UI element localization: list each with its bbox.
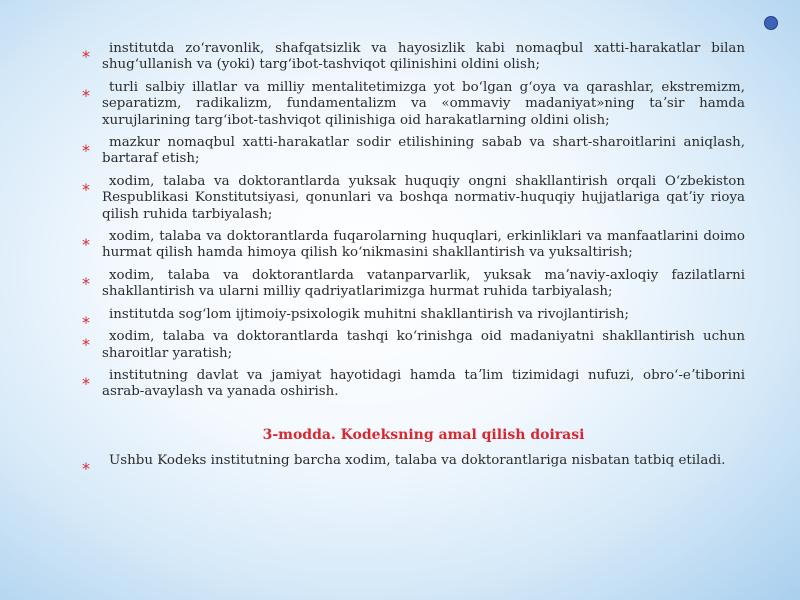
bullet-text: xodim, talaba va doktorantlarda tashqi koʻrinishga oid madaniyatni shakllantirish uchun sharoitlar yaratish; [102,329,745,361]
slide-content [82,41,745,478]
asterisk-bullet-icon: * [82,312,90,332]
final-bullet-item [82,452,745,478]
asterisk-bullet-icon: * [82,373,90,393]
bullet-text: Ushbu Kodeks institutning barcha xodim, talaba va doktorantlariga nisbatan tatbiq etiladi. [109,452,726,468]
bullet-text: xodim, talaba va doktorantlarda fuqarolarning huquqlari, erkinliklari va manfaatlarini doimo hurmat qilish hamda himoya qilish koʻnikmasini shakllantirish va yuksaltirish; [102,229,745,261]
bullet-text: mazkur nomaqbul xatti-harakatlar sodir etilishining sabab va shart-sharoitlarini aniqlash, bartaraf etish; [102,135,745,167]
asterisk-bullet-icon: * [82,273,90,293]
bullet-item [82,306,745,332]
bullet-text: xodim, talaba va doktorantlarda vatanparvarlik, yuksak maʼnaviy-axloqiy fazilatlarni shakllantirish va ularni milliy qadriyatlarimizga hurmat ruhida tarbiyalash; [102,267,745,300]
asterisk-bullet-icon: * [82,179,90,199]
bullet-text: institutda sogʻlom ijtimoiy-psixologik muhitni shakllantirish va rivojlantirish; [109,306,629,322]
bullet-item [82,329,745,362]
bullet-item [82,135,745,168]
asterisk-bullet-icon: * [82,335,90,355]
bullet-item [82,174,745,223]
bullet-text: institutning davlat va jamiyat hayotidagi hamda taʼlim tizimidagi nufuzi, obroʻ-eʼtiborini asrab-avaylash va yanada oshirish. [102,367,745,400]
bullet-item [82,229,745,262]
bullet-text: turli salbiy illatlar va milliy mentalitetimizga yot boʻlgan gʻoya va qarashlar, ekstremizm, separatizm, radikalizm, fundamentalizm va «ommaviy madaniyat»ning taʼsir hamda xurujlarining targʻibot-tashviqot qilinishiga oid harakatlarning oldini olish; [102,79,745,128]
bullet-item [82,368,745,401]
bullet-item [82,268,745,301]
article-heading: 3-modda. Kodeksning amal qilish doirasi [262,426,585,443]
asterisk-bullet-icon: * [82,47,90,66]
asterisk-bullet-icon: * [82,85,90,105]
bullet-item [82,41,745,74]
asterisk-bullet-icon: * [82,458,90,478]
bullet-item [82,80,745,129]
bullet-text: xodim, talaba va doktorantlarda yuksak huquqiy ongni shakllantirish orqali Oʻzbekiston Respublikasi Konstitutsiyasi, qonunlari va boshqa normativ-huquqiy hujjatlariga qatʼiy rioya qilish ruhida tarbiyalash; [102,173,745,222]
asterisk-bullet-icon: * [82,141,90,161]
asterisk-bullet-icon: * [82,235,90,255]
corner-dot-icon [764,16,778,30]
bullet-text: institutda zoʻravonlik, shafqatsizlik va hayosizlik kabi nomaqbul xatti-harakatlar bilan shugʻullanish va (yoki) targʻibot-tashviqot qilinishini oldini olish; [102,41,745,73]
